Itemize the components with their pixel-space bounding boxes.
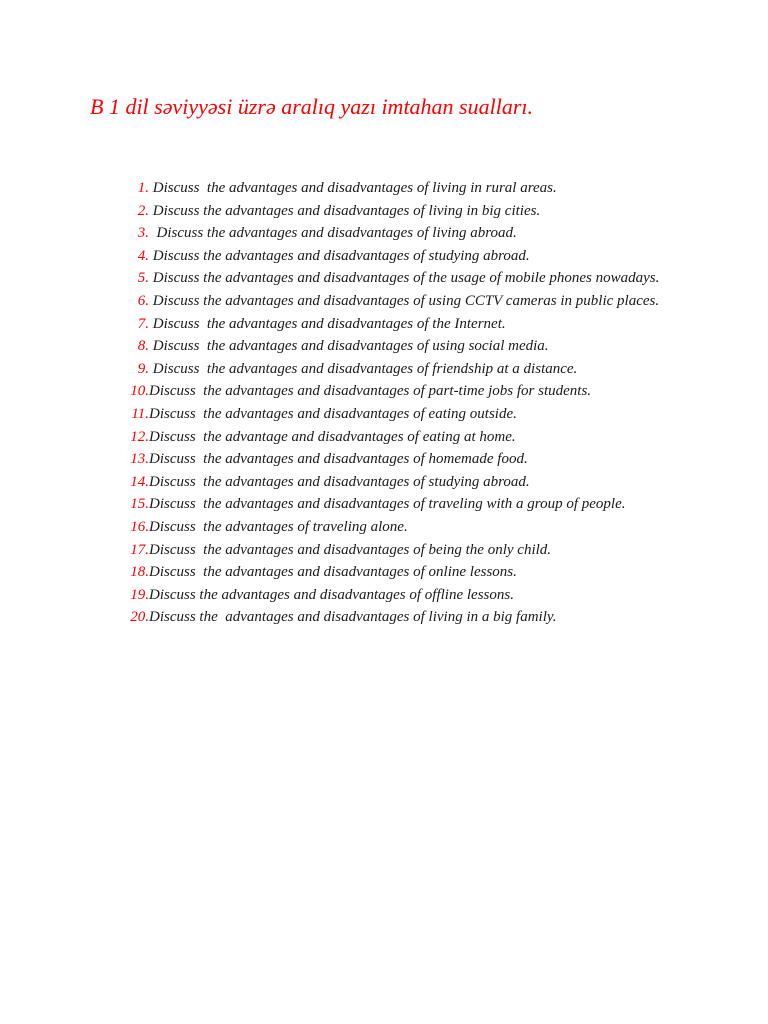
question-text: Discuss the advantages and disadvantages of eating outside.: [149, 405, 517, 422]
question-text: Discuss the advantages and disadvantages of friendship at a distance.: [149, 360, 578, 377]
question-text: Discuss the advantages and disadvantages of studying abroad.: [149, 247, 530, 264]
question-number: 5.: [137, 270, 149, 287]
question-number: 10.: [130, 383, 149, 400]
question-number: 1.: [137, 180, 149, 196]
question-item: [124, 539, 684, 562]
question-number: 8.: [137, 338, 149, 355]
question-text: Discuss the advantages and disadvantages of offline lessons.: [149, 586, 514, 603]
question-number: 17.: [130, 541, 149, 558]
question-number: 6.: [137, 292, 149, 309]
question-item: [124, 561, 684, 584]
question-number: 2.: [137, 202, 149, 219]
question-number: 19.: [130, 586, 149, 603]
question-number: 18.: [130, 564, 149, 581]
question-text: Discuss the advantages and disadvantages of using social media.: [149, 338, 549, 355]
document-title: B 1 dil səviyyəsi üzrə aralıq yazı imtahan sualları.: [90, 94, 534, 119]
question-item: [124, 290, 684, 313]
question-text: Discuss the advantages and disadvantages of homemade food.: [149, 451, 528, 468]
question-item: [124, 177, 684, 200]
question-item: [124, 493, 684, 516]
question-number: 4.: [137, 247, 149, 264]
question-text: Discuss the advantages and disadvantages of traveling with a group of people.: [149, 496, 626, 513]
question-item: [124, 403, 684, 426]
question-item: [124, 516, 684, 539]
question-number: 13.: [130, 451, 149, 468]
question-text: Discuss the advantages and disadvantages of the usage of mobile phones nowadays.: [149, 270, 660, 287]
question-text: Discuss the advantages and disadvantages of the Internet.: [149, 315, 506, 332]
question-number: 15.: [130, 496, 149, 513]
question-item: [124, 584, 684, 607]
question-number: 11.: [131, 405, 149, 422]
question-item: [124, 245, 684, 268]
question-number: 14.: [130, 473, 149, 490]
question-text: Discuss the advantages and disadvantages of using CCTV cameras in public places.: [149, 292, 660, 309]
question-text: Discuss the advantages and disadvantages of living abroad.: [149, 225, 517, 242]
question-item: [124, 200, 684, 223]
question-item: [124, 380, 684, 403]
question-item: [124, 606, 684, 629]
question-text: Discuss the advantages and disadvantages of living in rural areas.: [149, 180, 557, 196]
question-list: [124, 177, 684, 629]
question-text: Discuss the advantages of traveling alone.: [149, 518, 408, 535]
question-text: Discuss the advantage and disadvantages of eating at home.: [149, 428, 516, 445]
question-number: 12.: [130, 428, 149, 445]
question-number: 3.: [137, 225, 149, 242]
question-item: [124, 448, 684, 471]
question-item: [124, 267, 684, 290]
question-text: Discuss the advantages and disadvantages of living in big cities.: [149, 202, 541, 219]
question-item: [124, 313, 684, 336]
question-number: 9.: [137, 360, 149, 377]
question-item: [124, 358, 684, 381]
question-text: Discuss the advantages and disadvantages of living in a big family.: [149, 609, 557, 626]
question-number: 20.: [130, 609, 149, 626]
question-number: 16.: [130, 518, 149, 535]
question-number: 7.: [137, 315, 149, 332]
question-item: [124, 471, 684, 494]
question-text: Discuss the advantages and disadvantages of studying abroad.: [149, 473, 530, 490]
question-text: Discuss the advantages and disadvantages of being the only child.: [149, 541, 552, 558]
question-text: Discuss the advantages and disadvantages of part-time jobs for students.: [149, 383, 592, 400]
question-item: [124, 426, 684, 449]
question-item: [124, 222, 684, 245]
question-text: Discuss the advantages and disadvantages of online lessons.: [149, 564, 517, 581]
question-item: [124, 335, 684, 358]
